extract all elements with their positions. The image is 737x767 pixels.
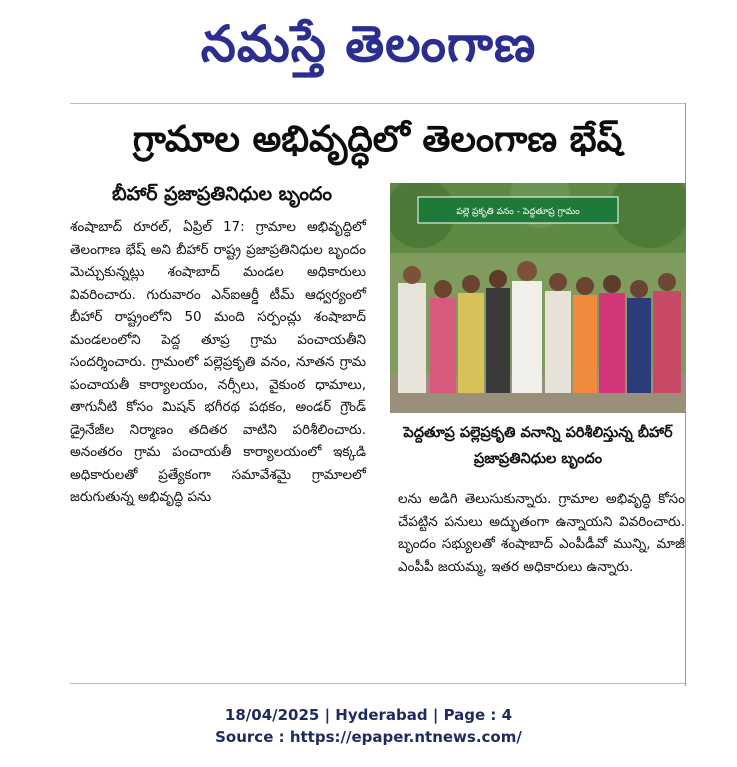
footer-source-line: Source : https://epaper.ntnews.com/ — [215, 728, 522, 746]
article-body-left-column — [70, 216, 366, 666]
article-subheadline: బీహార్ ప్రజాప్రతినిధుల బృందం — [111, 183, 333, 205]
article-body-right-column — [398, 488, 685, 663]
masthead-title: నమస్తే తెలంగాణ — [200, 15, 537, 73]
photo-sign-text: పల్లె ప్రకృతి వనం - పెద్దతూప్ర గ్రామం — [456, 207, 580, 217]
photo-caption: పెద్దతూప్ర పల్లెప్రకృతి వనాన్ని పరిశీలిస్తున్న బీహార్ ప్రజాప్రతినిధుల బృందం — [403, 425, 673, 467]
article-headline: గ్రామాల అభివృద్ధిలో తెలంగాణ భేష్ — [132, 119, 623, 160]
footer-date-line: 18/04/2025 | Hyderabad | Page : 4 — [224, 706, 513, 724]
article-photo — [390, 183, 686, 413]
article-body-right: లను అడిగి తెలుసుకున్నారు. గ్రామాల అభివృద్ధి కోసం చేపట్టిన పనులు అద్భుతంగా ఉన్నాయని వివరించారు. బృందం సభ్యులతో శంషాబాద్ ఎంపీడీవో మున్ని, మాజీ ఎంపీపీ జయమ్మ, ఇతర అధికారులు ఉన్నారు. — [398, 491, 685, 575]
article-bottom-rule — [70, 683, 685, 684]
group-photo-illustration — [390, 183, 686, 413]
article-top-rule — [70, 103, 685, 104]
article-body-left: శంషాబాద్ రూరల్, ఏప్రిల్ 17: గ్రామాల అభివృద్ధిలో తెలంగాణ భేష్ అని బీహార్ రాష్ట్ర ప్రజాప్రతినిధుల బృందం మెచ్చుకున్నట్లు శంషాబాద్ మండల అధికారులు వివరించారు. గురువారం ఎన్ఐఆర్డీ టీమ్ ఆధ్వర్యంలో బీహార్ రాష్ట్రంలోని 50 మంది సర్పంచ్లు శంషాబాద్ మండలంలోని పెద్ద తూప్ర గ్రామ పంచాయతీని సందర్శించారు. గ్రామంలో పల్లెప్రకృతి వనం, నూతన గ్రామ పంచాయతీ కార్యాలయం, నర్సీలు, వైకుంఠ ధామాలు, తాగునీటి కోసం మిషన్ భగీరథ పథకం, అండర్ గ్రౌండ్ డ్రైనేజీల నిర్మాణం తదితర వాటిని పరిశీలించారు. అనంతరం గ్రామ పంచాయతీ కార్యాలయంలో ఇక్కడి అధికారులతో ప్రత్యేకంగా సమావేశమై గ్రామాలలో జరుగుతున్న అభివృద్ధి పను — [70, 219, 366, 505]
